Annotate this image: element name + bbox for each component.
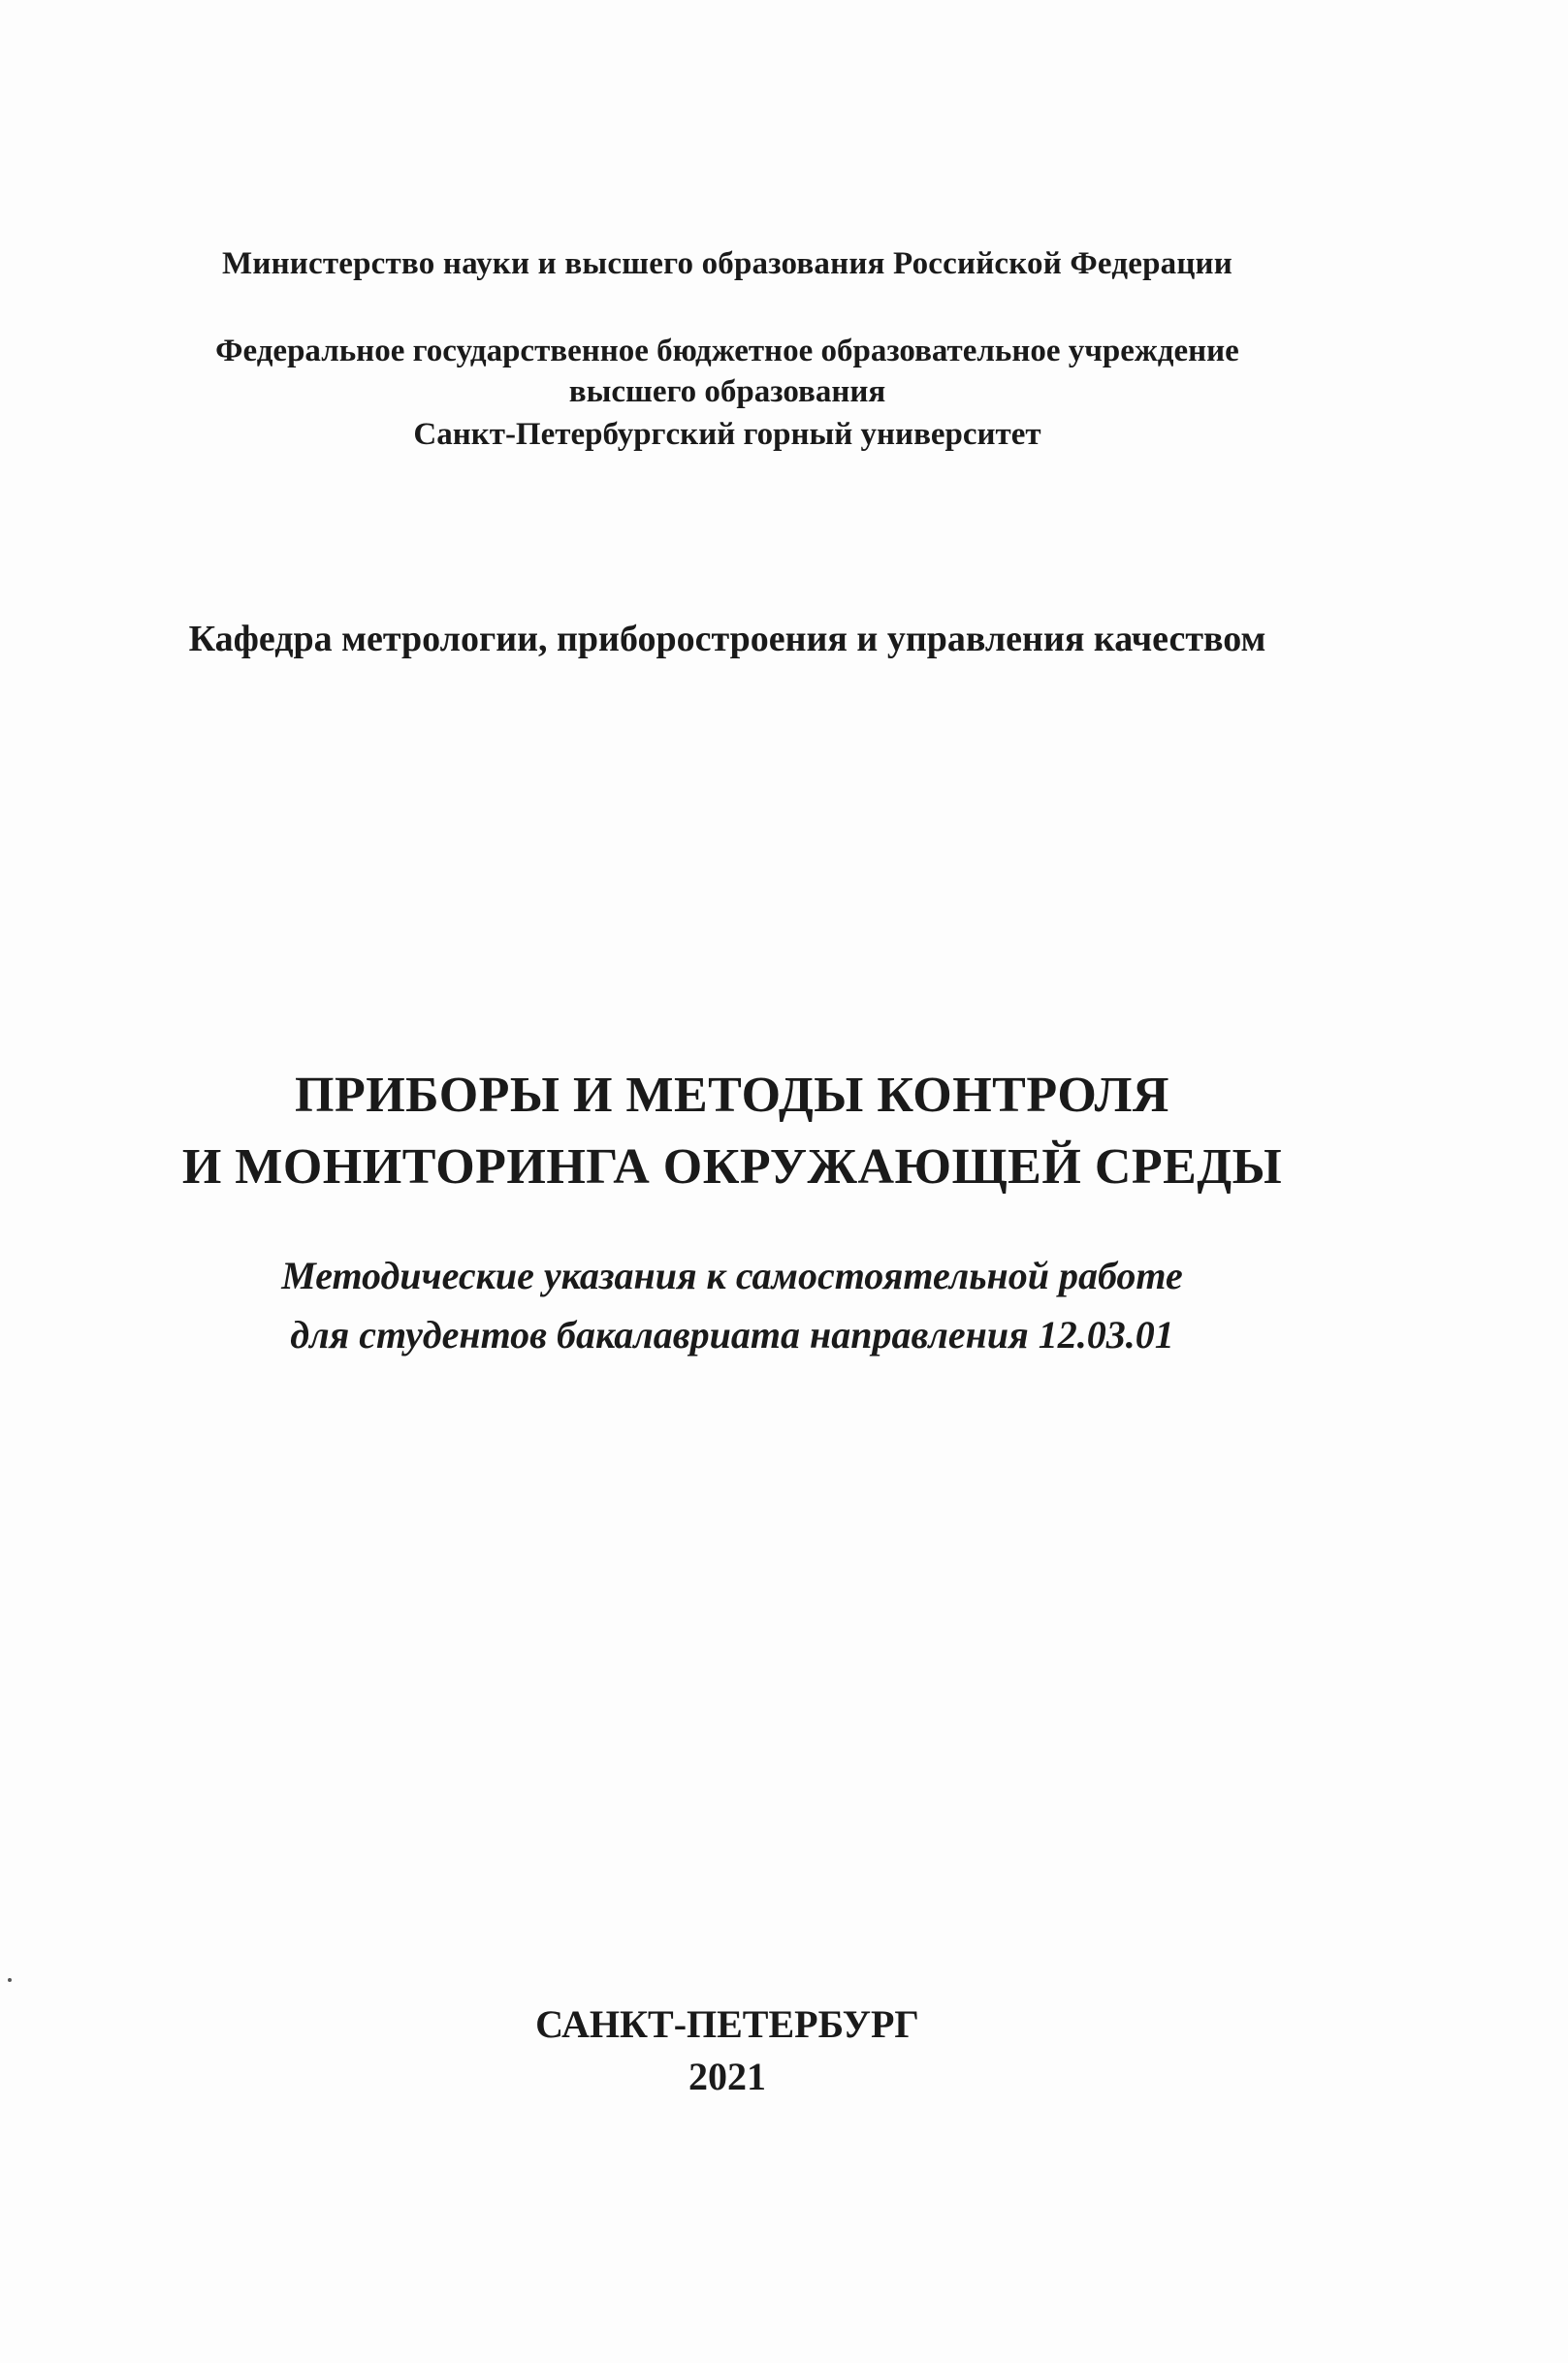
institution-line-1: Федеральное государственное бюджетное образовательное учреждение <box>215 334 1239 368</box>
institution-line-2: высшего образования <box>568 374 886 409</box>
document-title-line-1: ПРИБОРЫ И МЕТОДЫ КОНТРОЛЯ <box>295 1068 1169 1123</box>
document-subtitle-line-2: для студентов бакалавриата направления 12.03.01 <box>290 1313 1174 1357</box>
publication-year: 2021 <box>688 2055 766 2098</box>
ministry-name: Министерство науки и высшего образования Российской Федерации <box>222 246 1232 281</box>
scan-speck <box>8 1978 12 1982</box>
document-subtitle-line-1: Методические указания к самостоятельной работе <box>281 1254 1183 1297</box>
publication-city: САНКТ-ПЕТЕРБУРГ <box>535 2002 919 2046</box>
department-name: Кафедра метрологии, приборостроения и управления качеством <box>188 619 1266 659</box>
institution-line-3: Санкт-Петербургский горный университет <box>413 417 1041 452</box>
document-title-line-2: И МОНИТОРИНГА ОКРУЖАЮЩЕЙ СРЕДЫ <box>181 1139 1283 1195</box>
